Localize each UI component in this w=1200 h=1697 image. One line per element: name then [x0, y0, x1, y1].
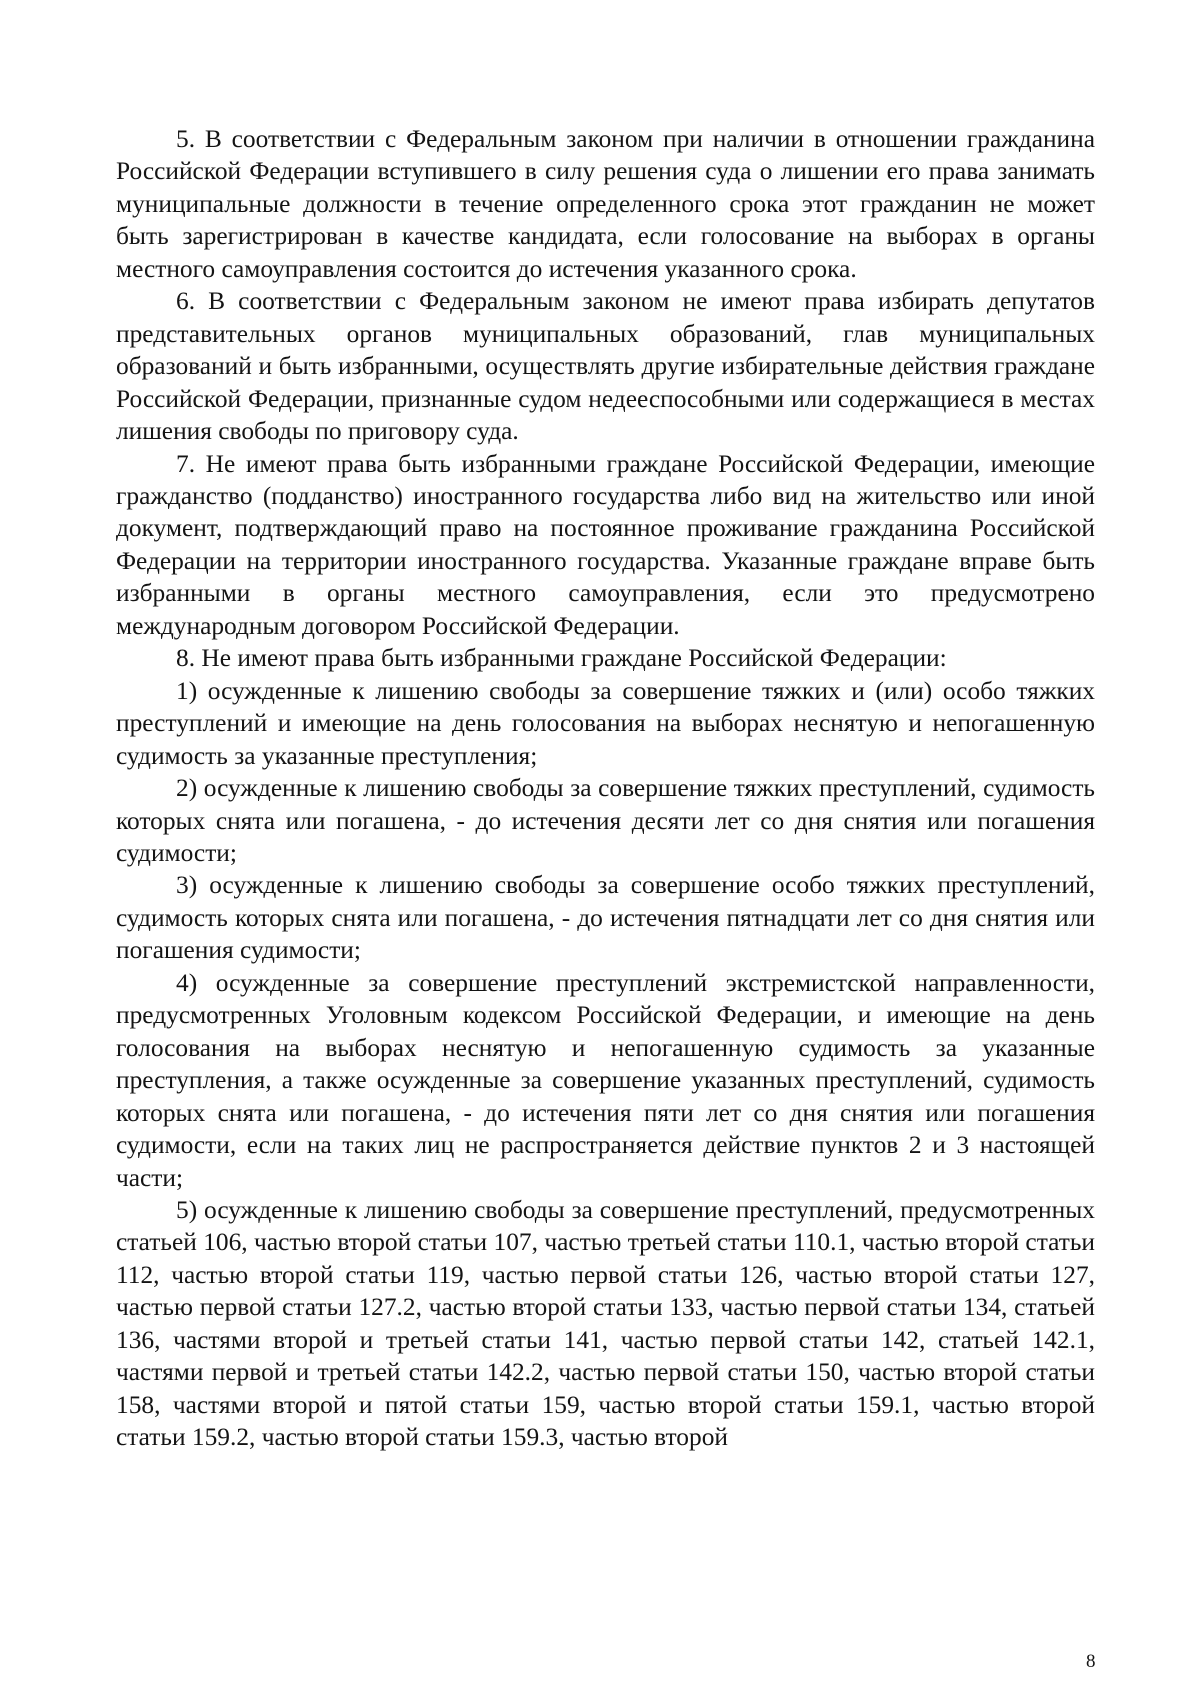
- document-body: [116, 123, 1095, 1454]
- list-item-3: 3) осужденные к лишению свободы за совершение особо тяжких преступлений, судимость которых снята или погашена, - до истечения пятнадцати лет со дня снятия или погашения судимости;: [116, 871, 1095, 965]
- list-item-2: 2) осужденные к лишению свободы за совершение тяжких преступлений, судимость которых снята или погашена, - до истечения десяти лет со дня снятия или погашения судимости;: [116, 774, 1095, 867]
- list-item-4: 4) осужденные за совершение преступлений экстремистской направленности, предусмотренных Уголовным кодексом Российской Федерации, и имеющие на день голосования на выборах неснятую и непогашенную судимость за указанные преступления, а также осужденные за совершение указанных преступлений, судимость которых снята или погашена, - до истечения пяти лет со дня снятия или погашения судимости, если на таких лиц не распространяется действие пунктов 2 и 3 настоящей части;: [116, 968, 1095, 1192]
- page-number: 8: [1086, 1651, 1096, 1672]
- paragraph-6: 6. В соответствии с Федеральным законом не имеют права избирать депутатов представительных органов муниципальных образований, глав муниципальных образований и быть избранными, осуществлять другие избирательные действия граждане Российской Федерации, признанные судом недееспособными или содержащиеся в местах лишения свободы по приговору суда.: [116, 287, 1095, 446]
- paragraph-5: 5. В соответствии с Федеральным законом при наличии в отношении гражданина Российской Федерации вступившего в силу решения суда о лишении его права занимать муниципальные должности в течение определенного срока этот гражданин не может быть зарегистрирован в качестве кандидата, если голосование на выборах в органы местного самоуправления состоится до истечения указанного срока.: [116, 125, 1095, 283]
- paragraph-7: 7. Не имеют права быть избранными граждане Российской Федерации, имеющие гражданство (подданство) иностранного государства либо вид на жительство или иной документ, подтверждающий право на постоянное проживание гражданина Российской Федерации на территории иностранного государства. Указанные граждане вправе быть избранными в органы местного самоуправления, если это предусмотрено международным договором Российской Федерации.: [116, 449, 1095, 640]
- list-item-1: 1) осужденные к лишению свободы за совершение тяжких и (или) особо тяжких преступлений и имеющие на день голосования на выборах неснятую и непогашенную судимость за указанные преступления;: [116, 676, 1095, 770]
- paragraph-8: 8. Не имеют права быть избранными граждане Российской Федерации:: [176, 644, 947, 673]
- list-item-5: 5) осужденные к лишению свободы за совершение преступлений, предусмотренных статьей 106, частью второй статьи 107, частью третьей статьи 110.1, частью второй статьи 112, частью второй статьи 119, частью первой статьи 126, частью второй статьи 127, частью первой статьи 127.2, частью второй статьи 133, частью первой статьи 134, статьей 136, частями второй и третьей статьи 141, частью первой статьи 142, статьей 142.1, частями первой и третьей статьи 142.2, частью первой статьи 150, частью второй статьи 158, частями второй и пятой статьи 159, частью второй статьи 159.1, частью второй статьи 159.2, частью второй статьи 159.3, частью второй: [116, 1195, 1095, 1452]
